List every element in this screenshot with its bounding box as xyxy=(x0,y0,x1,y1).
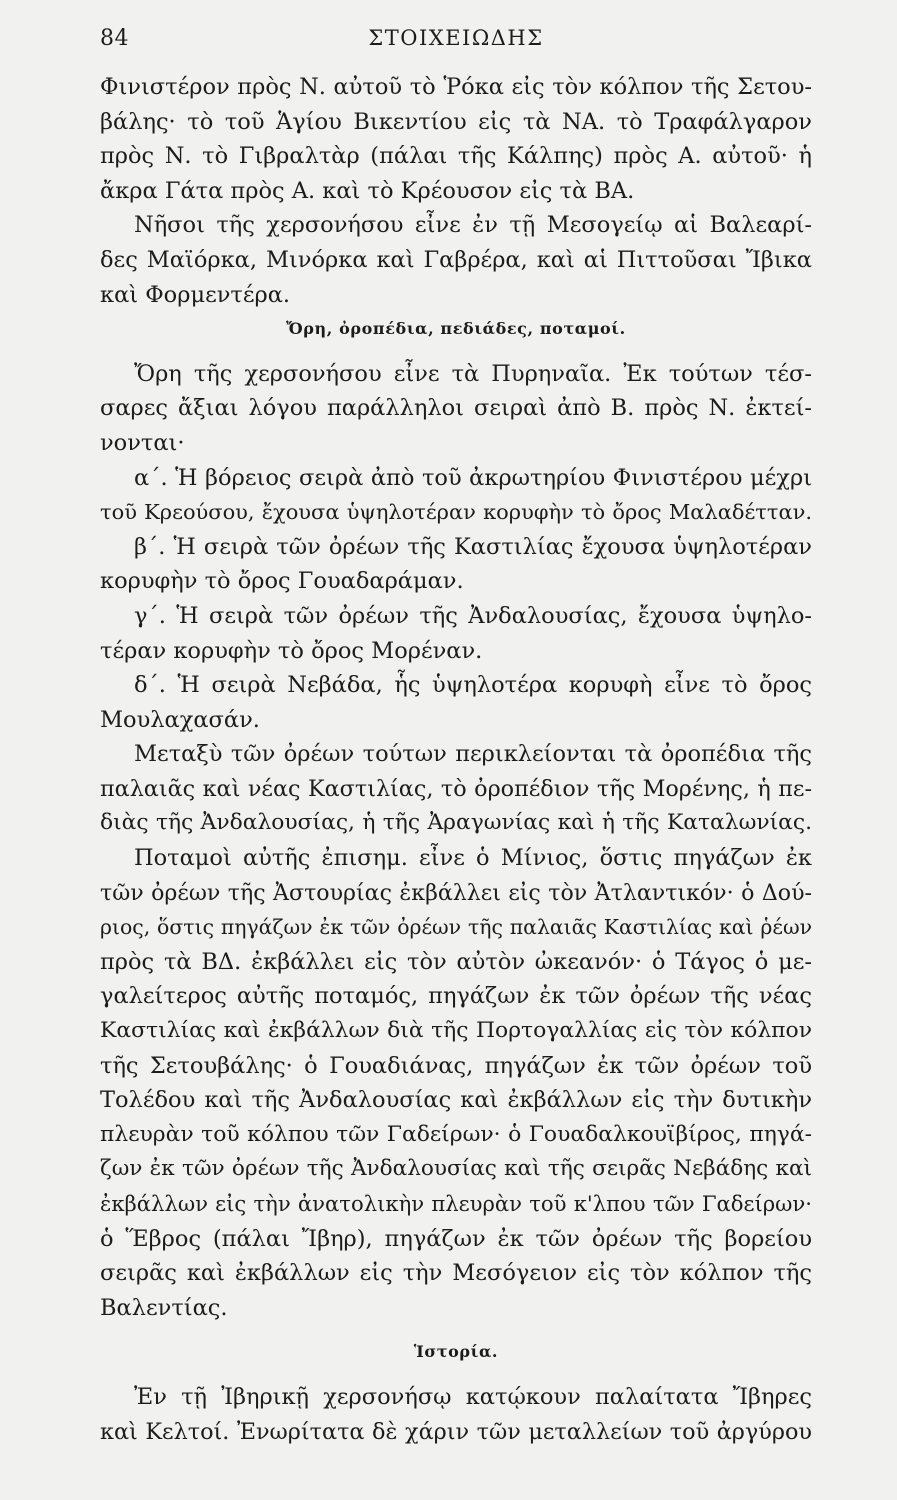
text-line: Ἐν τῇ Ἰβηρικῇ χερσονήσῳ κατῴκουν παλαίτατα Ἴβηρες xyxy=(134,1383,812,1410)
text-line: Μουλαχασάν. xyxy=(100,706,260,733)
text-line: Ποταμοὶ αὐτῆς ἐπισημ. εἶνε ὁ Μίνιος, ὅστις πηγάζων ἐκ xyxy=(134,845,812,872)
text-line: σειρᾶς καὶ ἐκβάλλων εἰς τὴν Μεσόγειον εἰς τὸν κόλπον τῆς xyxy=(100,1260,812,1287)
page-header xyxy=(100,26,812,56)
body-text xyxy=(100,70,812,1449)
text-line: τοῦ Κρεούσου, ἔχουσα ὑψηλοτέραν κορυφὴν τὸ ὄρος Μαλαδέτταν. xyxy=(100,500,812,525)
text-line: α΄. Ἡ βόρειος σειρὰ ἀπὸ τοῦ ἀκρωτηρίου Φινιστέρου μέχρι xyxy=(134,464,812,491)
text-line: παλαιᾶς καὶ νέας Καστιλίας, τὸ ὀροπέδιον τῆς Μορένης, ἡ πε- xyxy=(100,775,812,802)
text-line: τῆς Σετουβάλης· ὁ Γουαδιάνας, πηγάζων ἐκ τῶν ὀρέων τοῦ xyxy=(100,1052,812,1079)
running-head: ΣΤΟΙΧΕΙΩΔΗΣ xyxy=(368,26,544,50)
text-line: ἄκρα Γάτα πρὸς Α. καὶ τὸ Κρέουσον εἰς τὰ ΒΑ. xyxy=(100,177,635,204)
text-line: γ΄. Ἡ σειρὰ τῶν ὀρέων τῆς Ἀνδαλουσίας, ἔχουσα ὑψηλο- xyxy=(134,602,812,629)
text-line: πρὸς Ν. τὸ Γιβραλτὰρ (πάλαι τῆς Κάλπης) πρὸς Α. αὐτοῦ· ἡ xyxy=(100,143,812,170)
text-line: νονται· xyxy=(100,429,185,456)
section-heading: Ἱστορία. xyxy=(413,1342,499,1362)
text-line: Ὄρη τῆς χερσονήσου εἶνε τὰ Πυρηναῖα. Ἐκ τούτων τέσ- xyxy=(134,360,812,387)
text-line: δ΄. Ἡ σειρὰ Νεβάδα, ἧς ὑψηλοτέρα κορυφὴ εἶνε τὸ ὄρος xyxy=(134,672,812,699)
text-line: γαλείτερος αὐτῆς ποταμός, πηγάζων ἐκ τῶν ὀρέων τῆς νέας xyxy=(100,983,812,1010)
text-line: ριος, ὅστις πηγάζων ἐκ τῶν ὀρέων τῆς παλαιᾶς Καστιλίας καὶ ῥέων xyxy=(100,915,812,940)
section-heading: Ὄρη, ὀροπέδια, πεδιάδες, ποταμοί. xyxy=(286,319,626,339)
text-line: Βαλεντίας. xyxy=(100,1294,228,1321)
text-line: καὶ Κελτοί. Ἐνωρίτατα δὲ χάριν τῶν μεταλλείων τοῦ ἀργύρου xyxy=(100,1418,812,1445)
text-line: ζων ἐκ τῶν ὀρέων τῆς Ἀνδαλουσίας καὶ τῆς σειρᾶς Νεβάδης καὶ xyxy=(100,1156,812,1182)
text-line: β΄. Ἡ σειρὰ τῶν ὀρέων τῆς Καστιλίας ἔχουσα ὑψηλοτέραν xyxy=(134,533,812,560)
text-line: ὁ Ἕβρος (πάλαι Ἴβηρ), πηγάζων ἐκ τῶν ὀρέων τῆς βορείου xyxy=(100,1225,812,1252)
text-line: πλευρὰν τοῦ κόλπου τῶν Γαδείρων· ὁ Γουαδαλκουϊβίρος, πηγά- xyxy=(100,1121,812,1147)
text-line: κορυφὴν τὸ ὄρος Γουαδαράμαν. xyxy=(100,568,464,595)
text-line: ἐκβάλλων εἰς τὴν ἀνατολικὴν πλευρὰν τοῦ κ'λπου τῶν Γαδείρων· xyxy=(100,1191,812,1216)
text-line: τῶν ὀρέων τῆς Ἀστουρίας ἐκβάλλει εἰς τὸν Ἀτλαντικόν· ὁ Δού- xyxy=(100,879,812,906)
text-line: βάλης· τὸ τοῦ Ἁγίου Βικεντίου εἰς τὰ ΝΑ. τὸ Τραφάλγαρον xyxy=(100,108,812,135)
text-line: διὰς τῆς Ἀνδαλουσίας, ἡ τῆς Ἀραγωνίας καὶ ἡ τῆς Καταλωνίας. xyxy=(100,810,812,836)
text-line: Τολέδου καὶ τῆς Ἀνδαλουσίας καὶ ἐκβάλλων εἰς τὴν δυτικὴν xyxy=(100,1087,812,1114)
text-line: Μεταξὺ τῶν ὀρέων τούτων περικλείονται τὰ ὀροπέδια τῆς xyxy=(134,741,812,768)
page-number: 84 xyxy=(100,26,129,51)
text-line: τέραν κορυφὴν τὸ ὄρος Μορέναν. xyxy=(100,637,483,664)
text-line: σαρες ἄξιαι λόγου παράλληλοι σειραὶ ἀπὸ Β. πρὸς Ν. ἐκτεί- xyxy=(100,395,812,422)
text-line: δες Μαϊόρκα, Μινόρκα καὶ Γαβρέρα, καὶ αἱ Πιττοῦσαι Ἴβικα xyxy=(100,246,812,273)
text-line: πρὸς τὰ ΒΔ. ἐκβάλλει εἰς τὸν αὐτὸν ὠκεανόν· ὁ Τάγος ὁ με- xyxy=(100,948,812,975)
text-line: Νῆσοι τῆς χερσονήσου εἶνε ἐν τῇ Μεσογείῳ αἱ Βαλεαρί- xyxy=(134,212,812,239)
text-line: Φινιστέρον πρὸς Ν. αὐτοῦ τὸ Ῥόκα εἰς τὸν κόλπον τῆς Σετου- xyxy=(100,74,812,100)
text-line: Καστιλίας καὶ ἐκβάλλων διὰ τῆς Πορτογαλλίας εἰς τὸν κόλπον xyxy=(100,1018,812,1044)
text-line: καὶ Φορμεντέρα. xyxy=(100,281,291,308)
